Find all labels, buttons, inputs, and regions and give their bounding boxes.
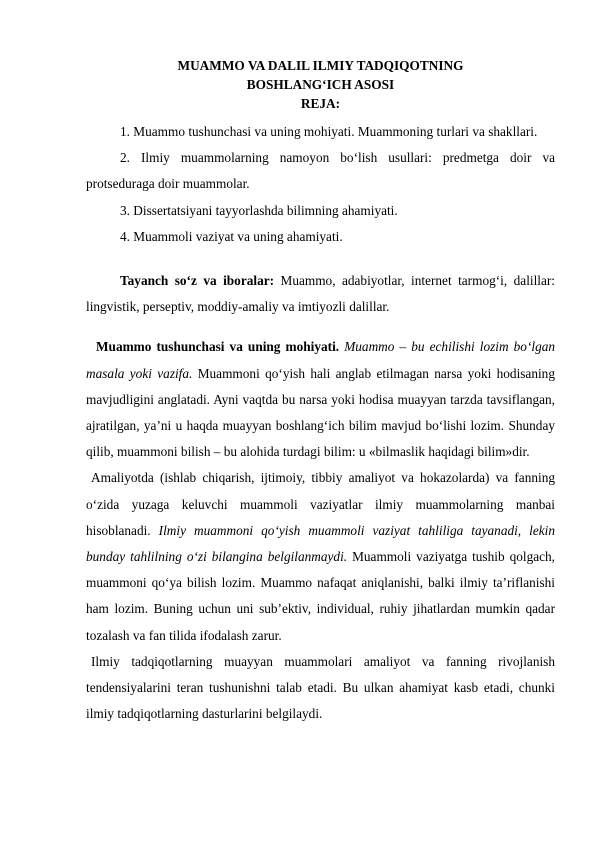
- keywords-paragraph: [86, 268, 555, 320]
- section1-text: Muammoni qo‘yish hali anglab etilmagan narsa yoki hodisaning mavjudligini anglatadi. Ayni vaqtda bu narsa yoki hodisa muayyan tarzda tavsiflangan, ajratilgan, ya’ni u haqda muayyan boshlang‘ich bilim mavjud bo‘lishi lozim. Shunday qilib, muammoni bilish – bu alohida turdagi bilim: u «bilmaslik haqidagi bilim»dir.: [86, 365, 555, 460]
- plan-item-3: 3. Dissertatsiyani tayyorlashda bilimning ahamiyati.: [120, 202, 398, 218]
- document-page: [86, 56, 555, 727]
- section1-heading: Muammo tushunchasi va uning mohiyati.: [96, 339, 340, 355]
- section1-definition: Muammo – bu echilishi lozim bo‘lgan masala yoki vazifa.: [86, 339, 556, 381]
- spacer: [86, 250, 555, 268]
- paragraph-2-text-a: Amaliyotda (ishlab chiqarish, ijtimoiy, tibbiy amaliyot va hokazolarda) va fanning o‘zida yuzaga keluvchi muammoli vaziyatlar ilmiy muammolarning manbai hisoblanadi.: [86, 470, 555, 538]
- paragraph-2-text-b: Muammoli vaziyatga tushib qolgach, muammoni qo‘ya bilish lozim. Muammo nafaqat aniqlanishi, balki ilmiy ta’riflanishi ham lozim. Buning uchun uni sub’ektiv, individual, ruhiy jihatlardan mumkin qadar tozalash va fan tilida ifodalash zarur.: [86, 549, 555, 643]
- document-title-line-1: MUAMMO VA DALIL ILMIY TADQIQOTNING: [177, 58, 464, 73]
- plan-item-2: 2. Ilmiy muammolarning namoyon bo‘lish usullari: predmetga doir va protseduraga doir muammolar.: [86, 150, 555, 192]
- spacer: [86, 320, 555, 334]
- title-block: [86, 56, 555, 113]
- paragraph-2: [86, 465, 555, 648]
- keywords-label: Tayanch so‘z va iboralar:: [120, 273, 275, 289]
- document-title-line-2: BOSHLANG‘ICH ASOSI: [246, 77, 395, 92]
- plan-item-1: 1. Muammo tushunchasi va uning mohiyati. Muammoning turlari va shakllari.: [120, 124, 538, 139]
- keywords-text: Muammo, adabiyotlar, internet tarmog‘i, dalillar: lingvistik, perseptiv, moddiy-amaliy va imtiyozli dalillar.: [86, 273, 555, 315]
- section1-paragraph: [86, 334, 555, 465]
- plan-item-4: 4. Muammoli vaziyat va uning ahamiyati.: [120, 228, 343, 244]
- plan-heading: REJA:: [300, 96, 341, 111]
- paragraph-3: Ilmiy tadqiqotlarning muayyan muammolari amaliyot va fanning rivojlanish tendensiyalarini teran tushunishni talab etadi. Bu ulkan ahamiyat kasb etadi, chunki ilmiy tadqiqotlarning dasturlarini belgilaydi.: [86, 653, 555, 722]
- plan-list: [86, 119, 555, 250]
- paragraph-2-italic: Ilmiy muammoni qo‘yish muammoli vaziyat tahliliga tayanadi, lekin bunday tahlilning o‘zi bilangina belgilanmaydi.: [86, 522, 556, 565]
